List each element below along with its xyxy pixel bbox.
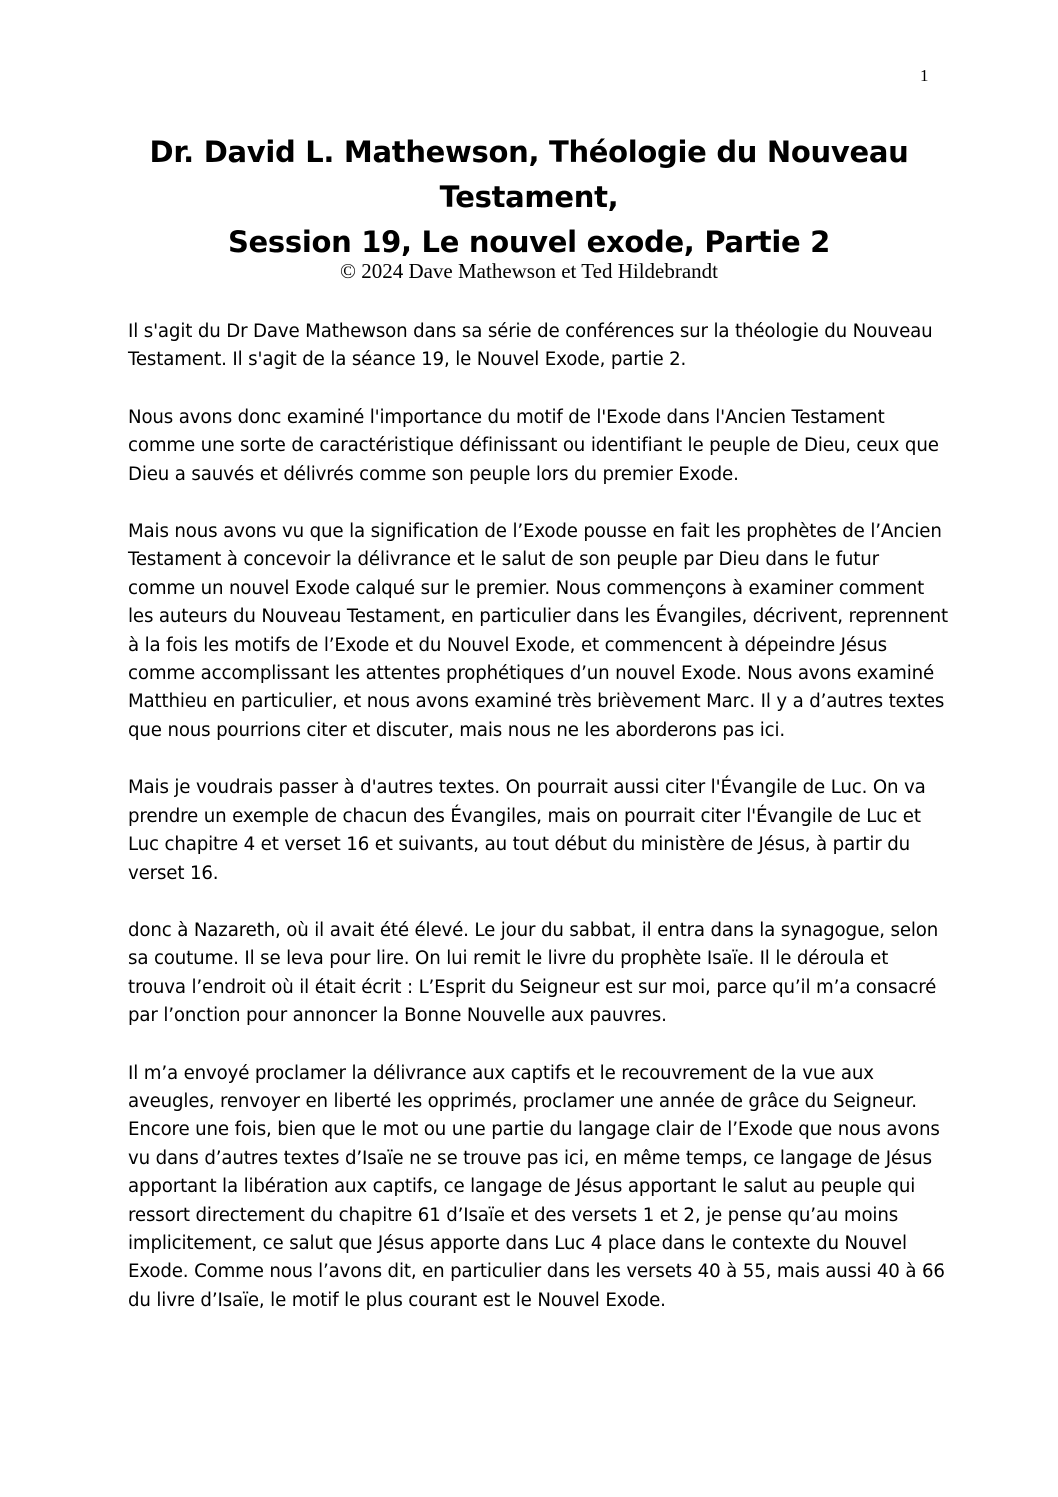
- paragraph: Il s'agit du Dr Dave Mathewson dans sa série de conférences sur la théologie du Nouveau Testament. Il s'agit de la séance 19, le Nouvel Exode, partie 2.: [128, 321, 933, 371]
- title-line-2: Testament,: [439, 180, 619, 214]
- paragraph: Il m’a envoyé proclamer la délivrance aux captifs et le recouvrement de la vue aux aveugles, renvoyer en liberté les opprimés, proclamer une année de grâce du Seigneur. Encore une fois, bien que le mot ou une partie du langage clair de l’Exode que nous avons vu dans d’autres textes d’Isaïe ne se trouve pas ici, en même temps, ce langage de Jésus apportant la libération aux captifs, ce langage de Jésus apportant le salut au peuple qui ressort directement du chapitre 61 d’Isaïe et des versets 1 et 2, je pense qu’au moins implicitement, ce salut que Jésus apporte dans Luc 4 place dans le contexte du Nouvel Exode. Comme nous l’avons dit, en particulier dans les versets 40 à 55, mais aussi 40 à 66 du livre d’Isaïe, le motif le plus courant est le Nouvel Exode.: [128, 1062, 945, 1311]
- paragraph: Mais je voudrais passer à d'autres textes. On pourrait aussi citer l'Évangile de Luc. On va prendre un exemple de chacun des Évangiles, mais on pourrait citer l'Évangile de Luc et Luc chapitre 4 et verset 16 et suivants, au tout début du ministère de Jésus, à partir du verset 16.: [128, 777, 926, 884]
- paragraph: Mais nous avons vu que la signification de l’Exode pousse en fait les prophètes de l’Ancien Testament à concevoir la délivrance et le salut de son peuple par Dieu dans le futur comme un nouvel Exode calqué sur le premier. Nous commençons à examiner comment les auteurs du Nouveau Testament, en particulier dans les Évangiles, décrivent, reprennent à la fois les motifs de l’Exode et du Nouvel Exode, et commencent à dépeindre Jésus comme accomplissant les attentes prophétiques d’un nouvel Exode. Nous avons examiné Matthieu en particulier, et nous avons examiné très brièvement Marc. Il y a d’autres textes que nous pourrions citer et discuter, mais nous ne les aborderons pas ici.: [128, 521, 948, 741]
- copyright-notice: © 2024 Dave Mathewson et Ted Hildebrandt: [339, 259, 718, 283]
- title-line-3: Session 19, Le nouvel exode, Partie 2: [227, 225, 831, 259]
- title-block: [120, 130, 938, 283]
- title-line-1: Dr. David L. Mathewson, Théologie du Nouveau: [149, 135, 909, 169]
- paragraph: Nous avons donc examiné l'importance du motif de l'Exode dans l'Ancien Testament comme une sorte de caractéristique définissant ou identifiant le peuple de Dieu, ceux que Dieu a sauvés et délivrés comme son peuple lors du premier Exode.: [128, 406, 939, 485]
- body-text: [128, 318, 948, 1344]
- paragraph: donc à Nazareth, où il avait été élevé. Le jour du sabbat, il entra dans la synagogue, selon sa coutume. Il se leva pour lire. On lui remit le livre du prophète Isaïe. Il le déroula et trouva l’endroit où il était écrit : L’Esprit du Seigneur est sur moi, parce qu’il m’a consacré par l’onction pour annoncer la Bonne Nouvelle aux pauvres.: [128, 919, 939, 1027]
- page-number: 1: [920, 66, 929, 85]
